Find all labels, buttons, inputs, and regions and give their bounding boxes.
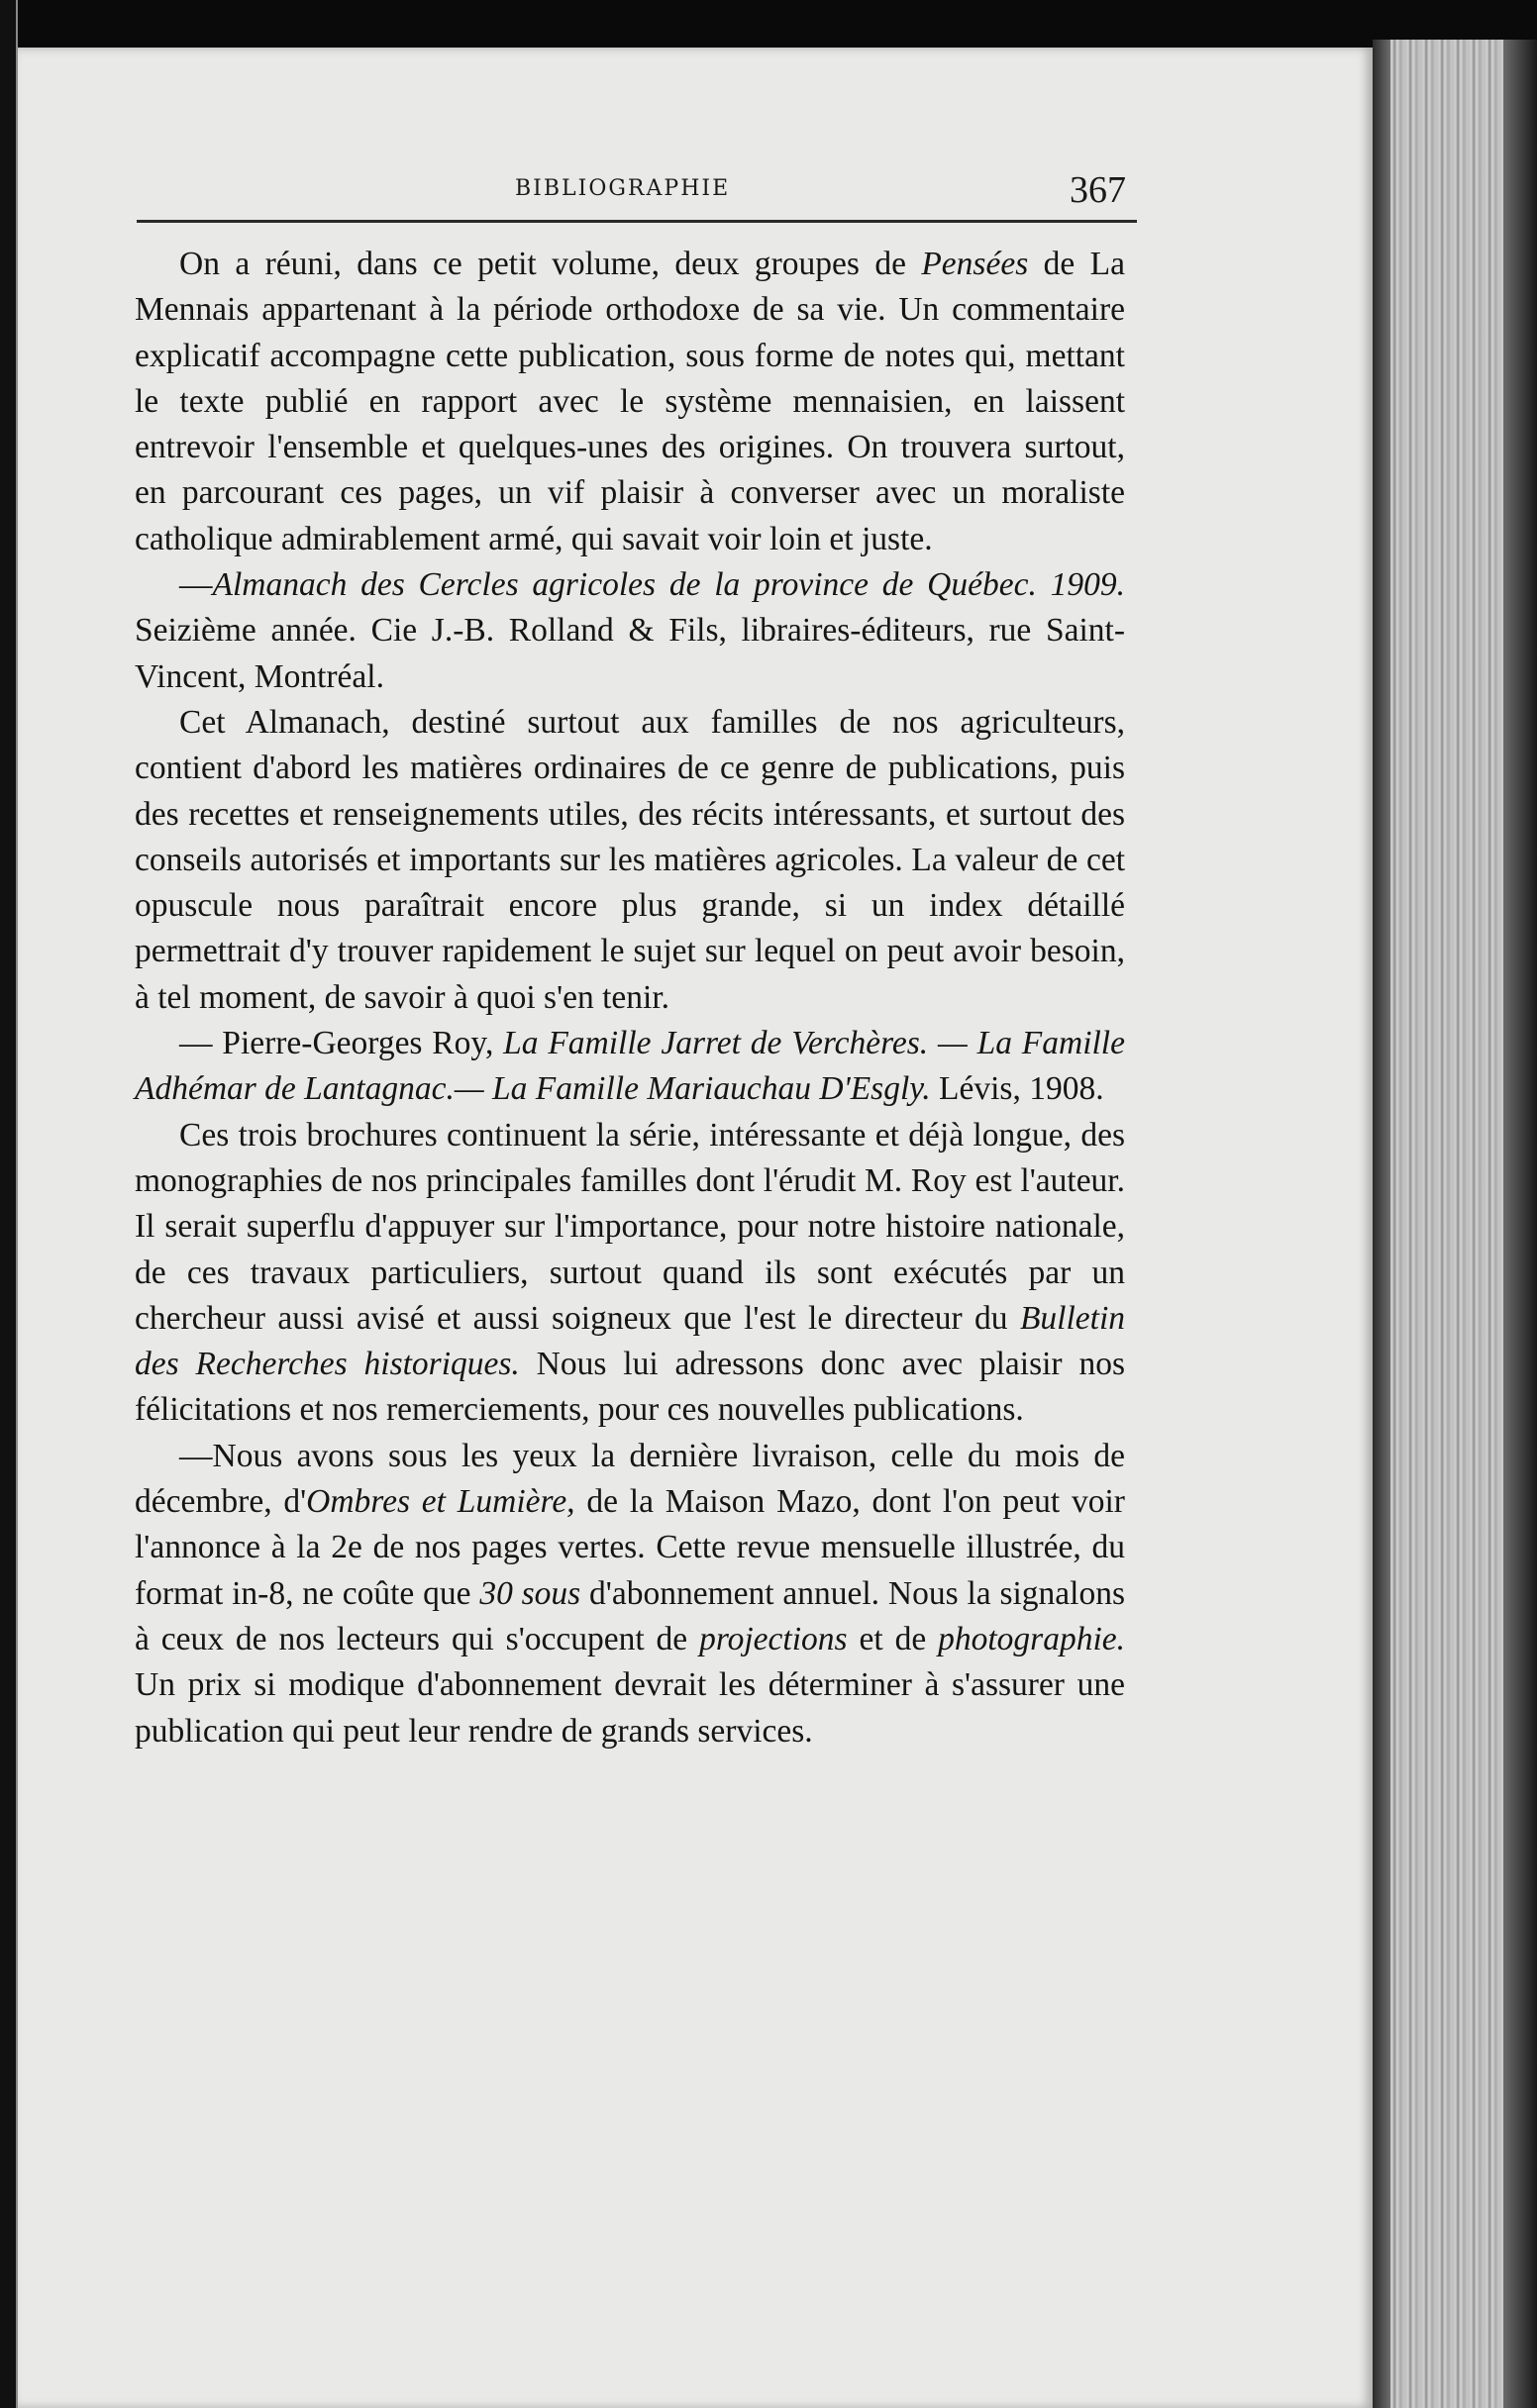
paragraph-text: de La Mennais appartenant à la période orthodoxe de sa vie. Un commentaire explicatif accompagne cette publication, sous forme de notes qui, mettant le texte publié en rapport avec le système mennaisien, en laissent entrevoir l'ensemble et quelques-unes des origines. On trouvera surtout, en parcourant ces pages, un vif plaisir à converser avec un moraliste catholique admirablement armé, qui savait voir loin et juste.	[135, 246, 1125, 557]
italic-title: Pensées	[921, 246, 1029, 282]
paragraph-text: Nous lui adressons donc avec plaisir nos félicitations et nos remerciements, pour ces nouvelles publications.	[135, 1346, 1125, 1429]
paragraph-text: Un prix si modique d'abonnement devrait les déterminer à s'assurer une publication qui peut leur rendre de grands services.	[135, 1666, 1125, 1750]
entry-author: — Pierre-Georges Roy,	[179, 1025, 504, 1062]
page-edges	[1373, 40, 1537, 2408]
paragraph-ombres	[135, 1434, 1125, 1755]
paragraph-text: Cet Almanach, destiné surtout aux familles de nos agriculteurs, contient d'abord les matières ordinaires de ce genre de publications, puis des recettes et renseignements utiles, des récits intéressants, et surtout des conseils autorisés et importants sur les matières agricoles. La valeur de cet opuscule nous paraîtrait encore plus grande, si un index détaillé permettrait d'y trouver rapidement le sujet sur lequel on peut avoir besoin, à tel moment, de savoir à quoi s'en tenir.	[135, 703, 1125, 1016]
entry-imprint: Seizième année. Cie J.-B. Rolland & Fils, libraires-éditeurs, rue Saint-Vincent, Montréal.	[135, 612, 1125, 695]
entry-imprint: Lévis, 1908.	[930, 1070, 1104, 1108]
paragraph-text: —Nous avons sous les yeux la dernière livraison, celle du mois de décembre, d'	[135, 1437, 1125, 1521]
paragraph-pensees	[135, 242, 1125, 562]
italic-title: Ombres et Lumière,	[306, 1483, 575, 1521]
entry-dash: —	[179, 566, 213, 604]
italic-title: Almanach des Cercles agricoles de la province de Québec. 1909.	[212, 566, 1125, 604]
italic-title: La Famille Jarret de Verchères. — La Famille Adhémar de Lantagnac.— La Famille Mariauchau D'Esgly.	[135, 1025, 1125, 1108]
paragraph-text: et de	[847, 1620, 939, 1657]
paragraph-text: Ces trois brochures continuent la série, intéressante et déjà longue, des monographies de nos principales familles dont l'érudit M. Roy est l'auteur. Il serait superflu d'appuyer sur l'importance, pour notre histoire nationale, de ces travaux particuliers, surtout quand ils sont exécutés par un chercheur aussi avisé et aussi soigneux que l'est le directeur du	[135, 1116, 1125, 1337]
page-number: 367	[1070, 169, 1126, 211]
paragraph-almanach	[135, 700, 1125, 1021]
paragraph-text: On a réuni, dans ce petit volume, deux groupes de	[179, 246, 922, 282]
header-rule	[137, 220, 1137, 223]
running-head	[139, 168, 1129, 228]
body-text	[135, 242, 1125, 1755]
entry-roy	[135, 1021, 1125, 1113]
paragraph-text: d'abonnement annuel. Nous la signalons à ceux de nos lecteurs qui s'occupent de	[135, 1574, 1125, 1657]
left-gutter	[0, 0, 18, 2408]
italic-title: Bulletin des Recherches historiques.	[135, 1299, 1125, 1383]
paragraph-brochures	[135, 1113, 1125, 1434]
italic-phrase: 30 sous	[479, 1574, 581, 1612]
paragraph-text: de la Maison Mazo, dont l'on peut voir l'annonce à la 2e de nos pages vertes. Cette revue mensuelle illustrée, du format in-8, ne coûte que	[135, 1483, 1125, 1612]
entry-almanach	[135, 562, 1125, 700]
italic-phrase: projections	[699, 1620, 848, 1657]
running-title: BIBLIOGRAPHIE	[515, 176, 731, 201]
italic-phrase: photographie.	[938, 1620, 1125, 1657]
